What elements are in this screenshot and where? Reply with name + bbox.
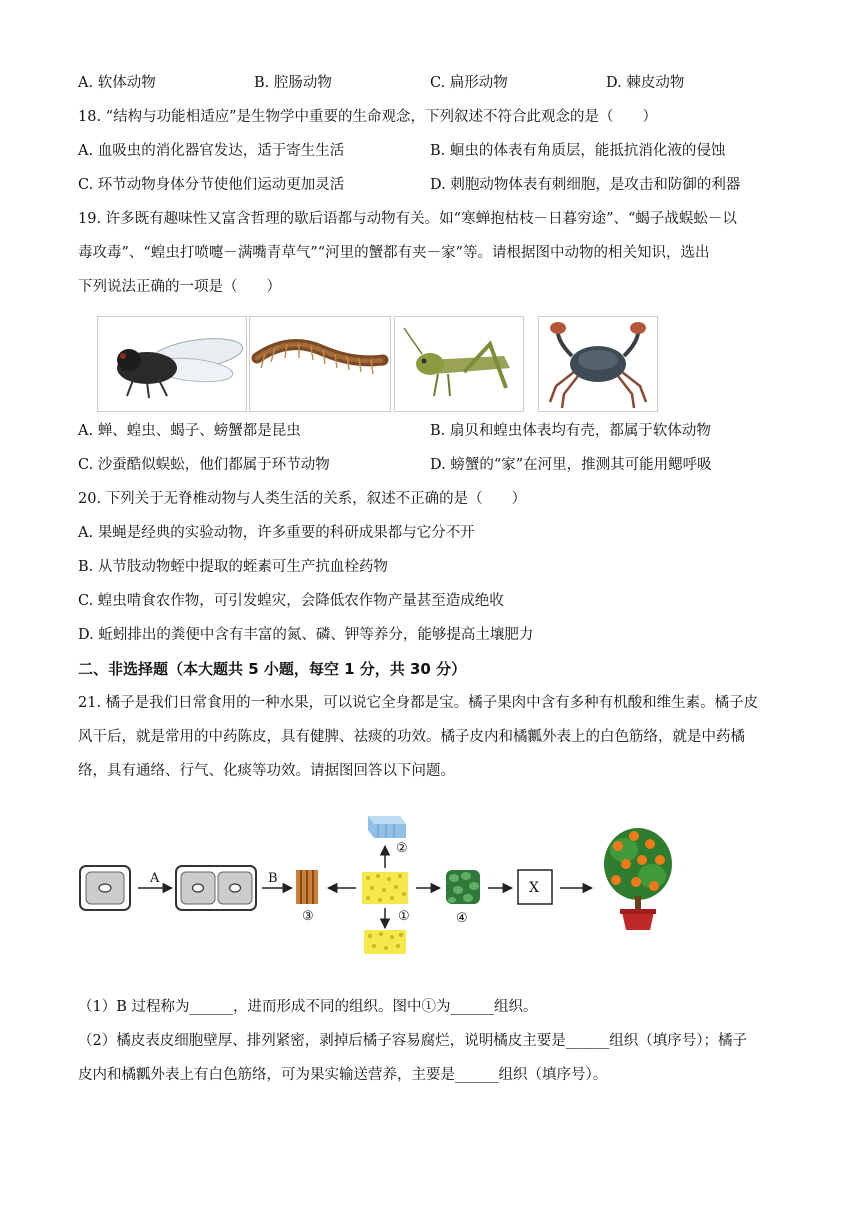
centipede-photo bbox=[249, 316, 391, 412]
q21-sub1: （1）B 过程称为______，进而形成不同的组织。图中①为______组织。 bbox=[78, 999, 538, 1015]
dividing-cells-icon bbox=[176, 866, 256, 910]
q18-option-d[interactable]: D. 刺胞动物体表有刺细胞，是攻击和防御的利器 bbox=[430, 177, 741, 193]
q21-sub2-line-1: （2）橘皮表皮细胞壁厚、排列紧密，剥掉后橘子容易腐烂，说明橘皮主要是______组织（填序号）；橘子 bbox=[78, 1033, 747, 1049]
q17-option-b[interactable]: B. 腔肠动物 bbox=[254, 75, 332, 91]
crab-photo bbox=[538, 316, 658, 412]
q18-option-c[interactable]: C. 环节动物身体分节使他们运动更加灵活 bbox=[78, 177, 345, 193]
tissue-1-label: ① bbox=[398, 909, 410, 924]
q21-stem-line-2: 风干后，就是常用的中药陈皮，具有健脾、祛痰的功效。橘子皮内和橘瓤外表上的白色筋络，就是中药橘 bbox=[78, 729, 745, 745]
q19-option-b[interactable]: B. 扇贝和蝗虫体表均有壳，都属于软体动物 bbox=[430, 423, 711, 439]
q20-option-b[interactable]: B. 从节肢动物蛭中提取的蛭素可生产抗血栓药物 bbox=[78, 559, 388, 575]
q18-stem: 18. “结构与功能相适应”是生物学中重要的生命观念，下列叙述不符合此观念的是（ ） bbox=[78, 109, 657, 125]
single-cell-icon bbox=[80, 866, 130, 910]
section-heading: 二、非选择题（本大题共 5 小题，每空 1 分，共 30 分） bbox=[78, 660, 467, 678]
process-a-label: A bbox=[150, 871, 160, 886]
tissue-2-label: ② bbox=[396, 841, 408, 856]
meristem-tissue-icon bbox=[362, 872, 408, 904]
q17-option-c[interactable]: C. 扁形动物 bbox=[430, 75, 508, 91]
vascular-tissue-icon bbox=[446, 870, 480, 904]
q20-stem: 20. 下列关于无脊椎动物与人类生活的关系，叙述不正确的是（ ） bbox=[78, 491, 527, 507]
protective-tissue-icon bbox=[368, 816, 406, 838]
q19-option-a[interactable]: A. 蝉、蝗虫、蝎子、螃蟹都是昆虫 bbox=[78, 423, 301, 439]
grasshopper-photo bbox=[394, 316, 524, 412]
q19-option-d[interactable]: D. 螃蟹的“家”在河里，推测其可能用鳃呼吸 bbox=[430, 457, 712, 473]
q17-option-a[interactable]: A. 软体动物 bbox=[78, 75, 156, 91]
q21-sub2-line-2: 皮内和橘瓤外表上有白色筋络，可为果实输送营养，主要是______组织（填序号）。 bbox=[78, 1067, 608, 1083]
q18-option-b[interactable]: B. 蛔虫的体表有角质层，能抵抗消化液的侵蚀 bbox=[430, 143, 726, 159]
organ-x-label: X bbox=[529, 880, 539, 896]
q20-option-d[interactable]: D. 蚯蚓排出的粪便中含有丰富的氮、磷、钾等养分，能够提高土壤肥力 bbox=[78, 627, 534, 643]
conducting-tissue-icon bbox=[296, 870, 318, 904]
q20-option-a[interactable]: A. 果蝇是经典的实验动物，许多重要的科研成果都与它分不开 bbox=[78, 525, 475, 541]
q19-stem-line-3: 下列说法正确的一项是（ ） bbox=[78, 279, 281, 295]
cell-differentiation-diagram bbox=[78, 806, 698, 958]
q19-stem-line-2: 毒攻毒”、“蝗虫打喷嚏－满嘴青草气”“河里的蟹都有夹－家”等。请根据图中动物的相关知识，选出 bbox=[78, 245, 710, 261]
process-b-label: B bbox=[268, 871, 278, 886]
q19-option-c[interactable]: C. 沙蚕酷似蜈蚣，他们都属于环节动物 bbox=[78, 457, 330, 473]
cicada-photo bbox=[97, 316, 247, 412]
q17-option-d[interactable]: D. 棘皮动物 bbox=[606, 75, 685, 91]
q21-stem-line-3: 络，具有通络、行气、化痰等功效。请据图回答以下问题。 bbox=[78, 763, 455, 779]
tissue-3-label: ③ bbox=[302, 909, 314, 924]
orange-tree-icon bbox=[604, 828, 672, 930]
parenchyma-tissue-icon bbox=[364, 930, 406, 954]
tissue-4-label: ④ bbox=[456, 911, 468, 926]
q19-stem-line-1: 19. 许多既有趣味性又富含哲理的歇后语都与动物有关。如“寒蝉抱枯枝－日暮穷途”、“蝎子战蜈蚣－以 bbox=[78, 211, 737, 227]
q18-option-a[interactable]: A. 血吸虫的消化器官发达，适于寄生生活 bbox=[78, 143, 345, 159]
q21-stem-line-1: 21. 橘子是我们日常食用的一种水果，可以说它全身都是宝。橘子果肉中含有多种有机酸和维生素。橘子皮 bbox=[78, 695, 759, 711]
q20-option-c[interactable]: C. 蝗虫啃食农作物，可引发蝗灾，会降低农作物产量甚至造成绝收 bbox=[78, 593, 504, 609]
